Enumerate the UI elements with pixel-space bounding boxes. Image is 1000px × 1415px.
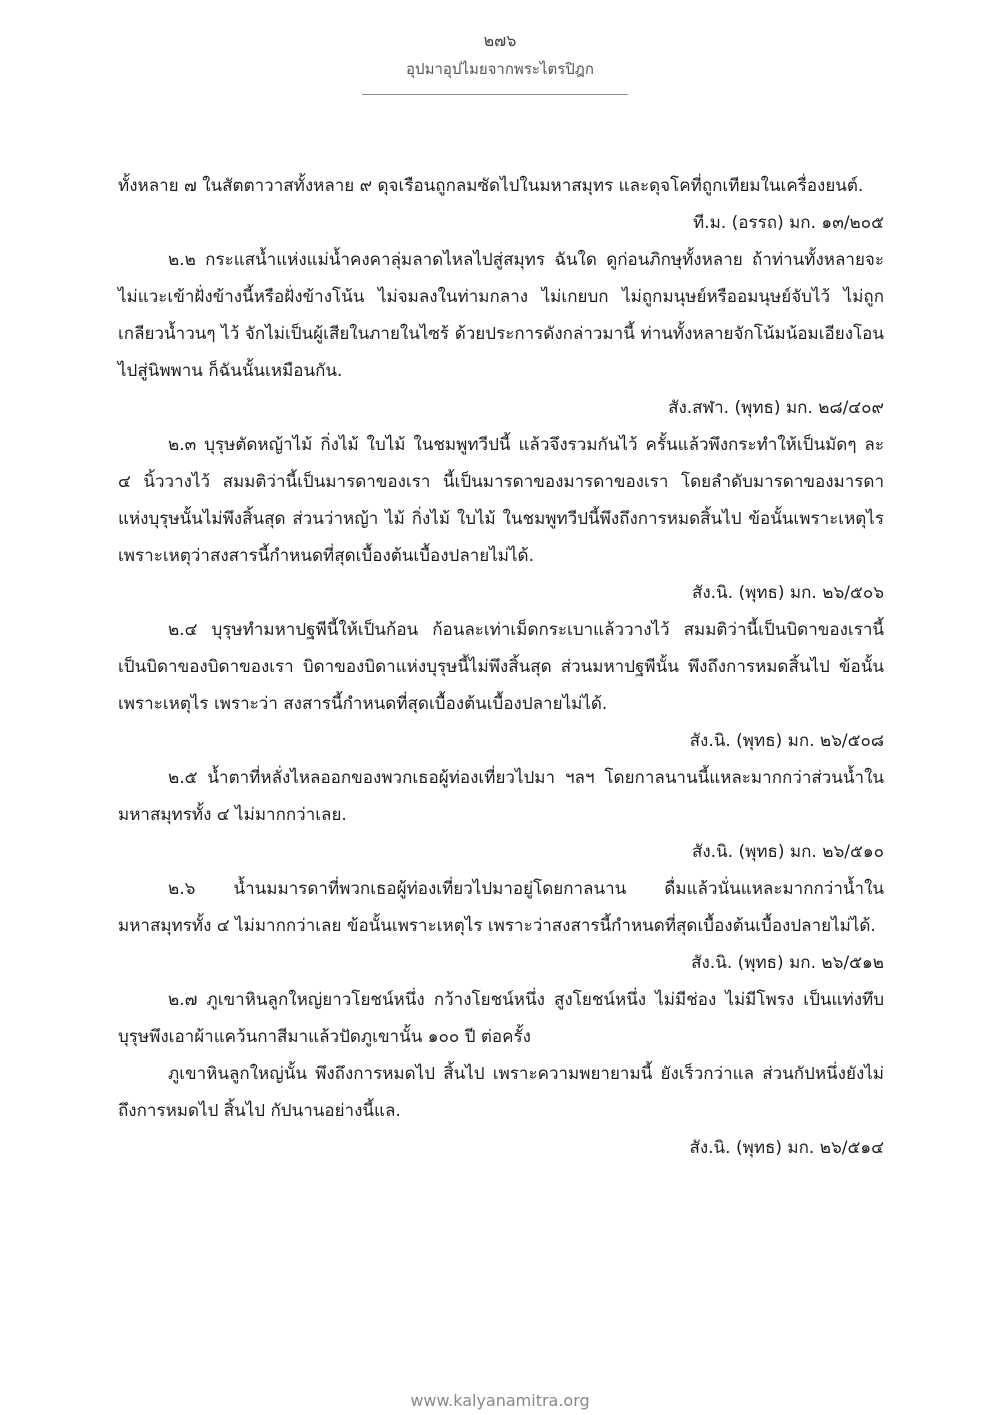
scripture-reference: สัง.นิ. (พุทธ) มก. ๒๖/๕๑๒ — [691, 953, 884, 973]
scripture-reference: สัง.สฬา. (พุทธ) มก. ๒๘/๔๐๙ — [668, 398, 884, 418]
paragraph: ทั้งหลาย ๗ ในสัตตาวาสทั้งหลาย ๙ ดุจเรือนถูกลมซัดไปในมหาสมุทร และดุจโคที่ถูกเทียมในเครื่องยนต์. — [118, 176, 864, 196]
paragraph: ๒.๓ บุรุษตัดหญ้าไม้ กิ่งไม้ ใบไม้ ในชมพูทวีปนี้ แล้วจึงรวมกันไว้ ครั้นแล้วพึงกระทำให้เป็นมัดๆ ละ ๔ นิ้ววางไว้ สมมติว่านี้เป็นมารดาของเรา นี้เป็นมารดาของมารดาของเรา โดยลำดับมารดาของมารดาแห่งบุรุษนั้นไม่พึงสิ้นสุด ส่วนว่าหญ้า ไม้ กิ่งไม้ ใบไม้ ในชมพูทวีปนี้พึงถึงการหมดสิ้นไป ข้อนั้นเพราะเหตุไร เพราะเหตุว่าสงสารนี้กำหนดที่สุดเบื้องต้นเบื้องปลายไม่ได้. — [118, 435, 884, 566]
footer-website: www.kalyanamitra.org — [410, 1391, 590, 1410]
paragraph: ภูเขาหินลูกใหญ่นั้น พึงถึงการหมดไป สิ้นไป เพราะความพยายามนี้ ยังเร็วกว่าแล ส่วนกัปหนึ่งยังไม่ถึงการหมดไป สิ้นไป กัปนานอย่างนี้แล. — [118, 1064, 884, 1121]
page-header — [0, 30, 1000, 80]
page-body — [118, 168, 884, 1167]
book-title: อุปมาอุปไมยจากพระไตรปิฎก — [406, 60, 594, 78]
paragraph: ๒.๕ น้ำตาที่หลั่งไหลออกของพวกเธอผู้ท่องเที่ยวไปมา ฯลฯ โดยกาลนานนี้แหละมากกว่าส่วนน้ำในมหาสมุทรทั้ง ๔ ไม่มากกว่าเลย. — [118, 768, 884, 825]
scripture-reference: สัง.นิ. (พุทธ) มก. ๒๖/๕๐๖ — [691, 583, 884, 603]
paragraph: ๒.๖ น้ำนมมารดาที่พวกเธอผู้ท่องเที่ยวไปมาอยู่โดยกาลนาน ดื่มแล้วนั่นแหละมากกว่าน้ำในมหาสมุทรทั้ง ๔ ไม่มากกว่าเลย ข้อนั้นเพราะเหตุไร เพราะว่าสงสารนี้กำหนดที่สุดเบื้องต้นเบื้องปลายไม่ได้. — [118, 879, 884, 936]
scripture-reference: สัง.นิ. (พุทธ) มก. ๒๖/๕๑๔ — [689, 1138, 884, 1158]
scripture-reference: สัง.นิ. (พุทธ) มก. ๒๖/๕๐๘ — [689, 731, 884, 751]
scripture-reference: ที.ม. (อรรถ) มก. ๑๓/๒๐๕ — [693, 213, 884, 233]
header-divider — [362, 94, 628, 95]
paragraph: ๒.๔ บุรุษทำมหาปฐพีนี้ให้เป็นก้อน ก้อนละเท่าเม็ดกระเบาแล้ววางไว้ สมมติว่านี้เป็นบิดาของเรานี้เป็นบิดาของบิดาของเรา บิดาของบิดาแห่งบุรุษนี้ไม่พึงสิ้นสุด ส่วนมหาปฐพีนั้น พึงถึงการหมดสิ้นไป ข้อนั้นเพราะเหตุไร เพราะว่า สงสารนี้กำหนดที่สุดเบื้องต้นเบื้องปลายไม่ได้. — [118, 620, 884, 714]
paragraph: ๒.๒ กระแสน้ำแห่งแม่น้ำคงคาลุ่มลาดไหลไปสู่สมุทร ฉันใด ดูก่อนภิกษุทั้งหลาย ถ้าท่านทั้งหลายจะไม่แวะเข้าฝั่งข้างนี้หรือฝั่งข้างโน้น ไม่จมลงในท่ามกลาง ไม่เกยบก ไม่ถูกมนุษย์หรืออมนุษย์จับไว้ ไม่ถูกเกลียวน้ำวนๆ ไว้ จักไม่เป็นผู้เสียในภายในไซร้ ด้วยประการดังกล่าวมานี้ ท่านทั้งหลายจักโน้มน้อมเอียงโอนไปสู่นิพพาน ก็ฉันนั้นเหมือนกัน. — [118, 250, 884, 381]
page-number: ๒๗๖ — [483, 31, 517, 50]
paragraph: ๒.๗ ภูเขาหินลูกใหญ่ยาวโยชน์หนึ่ง กว้างโยชน์หนึ่ง สูงโยชน์หนึ่ง ไม่มีช่อง ไม่มีโพรง เป็นแท่งทึบ บุรุษพึงเอาผ้าแคว้นกาสีมาแล้วปัดภูเขานั้น ๑๐๐ ปี ต่อครั้ง — [118, 990, 884, 1047]
scripture-reference: สัง.นิ. (พุทธ) มก. ๒๖/๕๑๐ — [691, 842, 884, 862]
